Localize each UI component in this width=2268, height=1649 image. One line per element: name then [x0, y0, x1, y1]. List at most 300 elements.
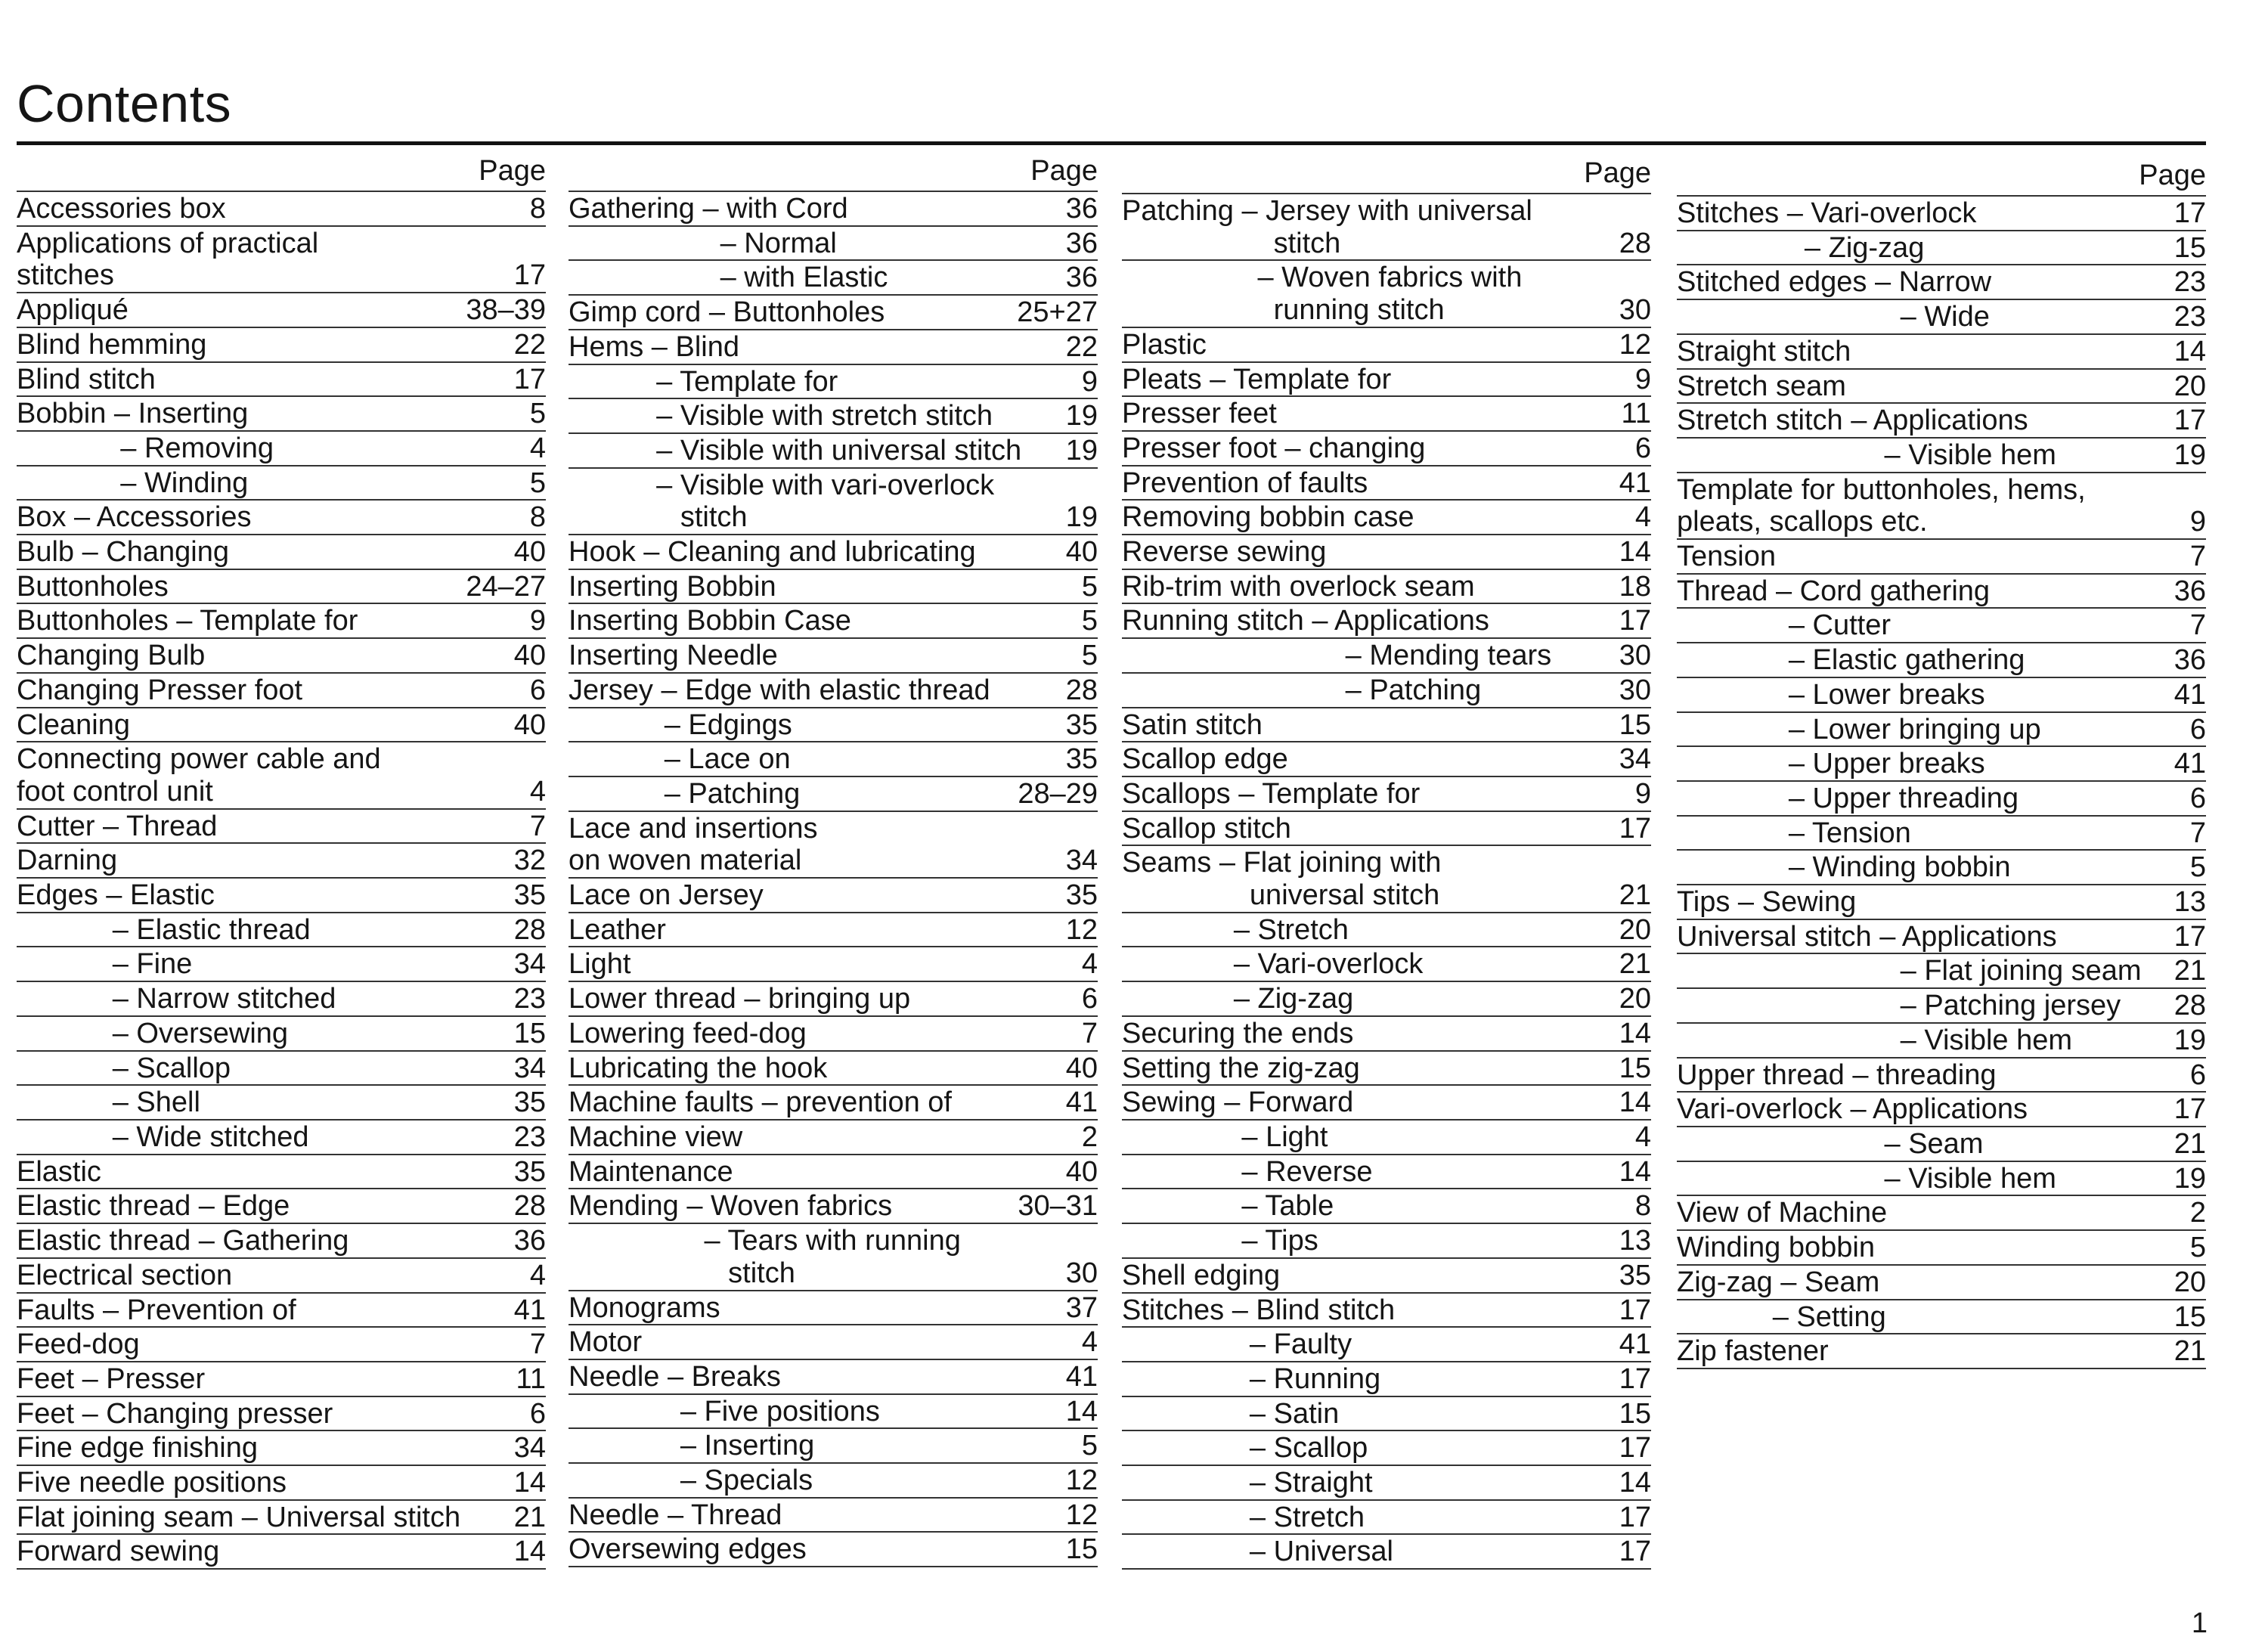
index-entry — [1122, 261, 1651, 327]
entry-page: 36 — [2174, 575, 2206, 607]
index-entry — [1122, 604, 1651, 639]
entry-label: Connecting power cable and foot control unit — [17, 743, 381, 807]
index-entry — [1122, 1328, 1651, 1362]
index-entry — [1677, 713, 2206, 748]
entry-page: 4 — [1081, 948, 1098, 981]
entry-page: 21 — [2174, 1335, 2206, 1368]
index-entry — [17, 227, 546, 293]
index-entry — [1122, 501, 1651, 535]
entry-page: 15 — [513, 1017, 546, 1049]
entry-page: 9 — [1634, 363, 1651, 395]
entry-label: Stretch seam — [1677, 370, 1846, 402]
entry-page: 13 — [2174, 886, 2206, 919]
index-entry — [569, 1121, 1098, 1155]
entry-label: – Tips — [1122, 1225, 1318, 1257]
entry-page: 4 — [1634, 1121, 1651, 1153]
entry-label: Gimp cord – Buttonholes — [569, 296, 885, 329]
index-entry — [17, 466, 546, 501]
index-entry — [1677, 782, 2206, 817]
entry-label: Accessories box — [17, 193, 226, 225]
index-column-1 — [17, 151, 546, 1570]
index-entry — [1122, 1121, 1651, 1155]
entry-page: 4 — [529, 775, 546, 807]
index-entry — [1122, 947, 1651, 982]
entry-page: 36 — [1065, 262, 1098, 294]
index-entry — [1122, 812, 1651, 847]
entry-page: 14 — [1619, 1155, 1651, 1188]
entry-label: Stitches – Vari-overlock — [1677, 197, 1977, 229]
entry-label: Gathering – with Cord — [569, 193, 848, 225]
index-entry — [569, 1086, 1098, 1121]
entry-page: 17 — [1619, 605, 1651, 637]
entry-page: 34 — [1065, 845, 1098, 877]
entry-page: 7 — [529, 810, 546, 842]
index-entry — [17, 1501, 546, 1536]
entry-page: 6 — [1634, 432, 1651, 464]
index-entry — [17, 742, 546, 809]
index-entry — [17, 1328, 546, 1362]
entry-page: 15 — [1619, 1052, 1651, 1084]
index-entry — [569, 399, 1098, 434]
index-entry — [1122, 194, 1651, 261]
index-entry — [1677, 678, 2206, 713]
entry-page: 30 — [1619, 640, 1651, 672]
entry-label: – Visible hem — [1677, 1024, 2073, 1056]
entry-label: – Specials — [569, 1465, 813, 1497]
index-entry — [17, 1466, 546, 1501]
index-entry — [569, 879, 1098, 913]
index-entry — [1677, 989, 2206, 1024]
index-entry — [17, 192, 546, 227]
entry-label: Fine edge finishing — [17, 1432, 258, 1465]
entry-page: 6 — [529, 1397, 546, 1430]
entry-label: Tips – Sewing — [1677, 886, 1857, 919]
index-entry — [569, 674, 1098, 708]
index-entry — [569, 1533, 1098, 1567]
entry-label: Machine view — [569, 1121, 743, 1153]
entry-label: Stitched edges – Narrow — [1677, 266, 1992, 299]
entry-page: 17 — [1619, 1432, 1651, 1465]
entry-page: 19 — [1065, 400, 1098, 432]
index-entry — [1677, 1162, 2206, 1197]
index-entry — [1122, 1052, 1651, 1086]
entry-label: Zip fastener — [1677, 1335, 1829, 1368]
index-entry — [1122, 982, 1651, 1017]
index-entry — [1677, 747, 2206, 782]
entry-page: 17 — [2174, 197, 2206, 229]
entry-label: Darning — [17, 845, 118, 877]
entry-page: 11 — [1621, 398, 1651, 430]
index-column-4 — [1677, 156, 2206, 1369]
entry-page: 21 — [513, 1501, 546, 1533]
entry-label: Lubricating the hook — [569, 1052, 828, 1084]
entry-label: Securing the ends — [1122, 1017, 1354, 1049]
index-entry — [1122, 1189, 1651, 1224]
entry-page: 40 — [513, 640, 546, 672]
entry-page: 36 — [513, 1225, 546, 1257]
entry-label: Straight stitch — [1677, 335, 1851, 367]
entry-page: 11 — [516, 1362, 546, 1395]
index-entry — [569, 708, 1098, 743]
entry-label: Elastic thread – Edge — [17, 1190, 290, 1223]
index-entry — [569, 1395, 1098, 1430]
entry-page: 28 — [513, 1190, 546, 1223]
index-entry — [569, 812, 1098, 879]
index-entry — [1122, 1397, 1651, 1432]
entry-page: 34 — [1619, 743, 1651, 776]
entry-page: 23 — [2174, 301, 2206, 333]
entry-page: 5 — [529, 398, 546, 430]
entry-page: 36 — [1065, 193, 1098, 225]
entry-label: Jersey – Edge with elastic thread — [569, 674, 990, 706]
index-entry — [569, 1360, 1098, 1395]
entry-page: 19 — [2174, 1162, 2206, 1195]
entry-page: 6 — [529, 674, 546, 706]
entry-label: – Satin — [1122, 1397, 1340, 1430]
entry-page: 17 — [1619, 1362, 1651, 1395]
entry-page: 23 — [513, 983, 546, 1015]
index-entry — [569, 1429, 1098, 1464]
index-entry — [1677, 370, 2206, 405]
entry-page: 34 — [513, 948, 546, 981]
entry-page: 22 — [1065, 330, 1098, 363]
entry-page: 17 — [2174, 920, 2206, 953]
entry-page: 17 — [513, 259, 546, 292]
entry-page: 7 — [2189, 609, 2206, 642]
entry-page: 14 — [1619, 1086, 1651, 1119]
entry-page: 35 — [1065, 708, 1098, 741]
entry-label: Presser feet — [1122, 398, 1277, 430]
index-entry — [1677, 609, 2206, 643]
entry-page: 18 — [1619, 570, 1651, 603]
index-entry — [1677, 404, 2206, 439]
entry-page: 30 — [1619, 294, 1651, 327]
index-entry — [569, 469, 1098, 535]
index-entry — [1122, 328, 1651, 363]
entry-label: – Mending tears — [1122, 640, 1552, 672]
entry-label: – Table — [1122, 1190, 1334, 1223]
entry-page: 41 — [1065, 1086, 1098, 1119]
entry-label: – Upper breaks — [1677, 748, 1985, 780]
entry-label: Tension — [1677, 541, 1776, 573]
index-entry — [1677, 954, 2206, 989]
index-entry — [1677, 265, 2206, 300]
entry-page: 40 — [513, 708, 546, 741]
index-entry — [1122, 846, 1651, 913]
index-entry — [17, 1189, 546, 1224]
entry-page: 12 — [1065, 913, 1098, 946]
index-entry — [569, 1291, 1098, 1326]
entry-label: Blind stitch — [17, 363, 156, 395]
entry-label: – Visible with stretch stitch — [569, 400, 993, 432]
index-entry — [1122, 570, 1651, 605]
index-entry — [569, 1052, 1098, 1086]
index-entry — [569, 1189, 1098, 1224]
index-entry — [1122, 639, 1651, 674]
entry-page: 4 — [529, 432, 546, 464]
index-entry — [17, 328, 546, 363]
entry-label: – Visible with universal stitch — [569, 434, 1022, 466]
entry-label: – Scallop — [1122, 1432, 1368, 1465]
entry-page: 41 — [1619, 466, 1651, 499]
entry-page: 23 — [513, 1121, 546, 1153]
index-entry — [569, 742, 1098, 777]
entry-label: Setting the zig-zag — [1122, 1052, 1360, 1084]
index-entry — [1677, 643, 2206, 678]
entry-label: Plastic — [1122, 328, 1207, 361]
entry-label: Flat joining seam – Universal stitch — [17, 1501, 461, 1533]
index-entry — [1677, 335, 2206, 370]
entry-page: 35 — [513, 879, 546, 912]
index-entry — [569, 1224, 1098, 1291]
entry-label: Inserting Bobbin — [569, 570, 776, 603]
entry-page: 40 — [513, 536, 546, 569]
index-entry — [1677, 197, 2206, 231]
entry-label: Scallops – Template for — [1122, 777, 1421, 810]
entry-label: Appliqué — [17, 294, 129, 327]
entry-page: 36 — [2174, 644, 2206, 677]
entry-page: 40 — [1065, 1155, 1098, 1188]
entry-label: Template for buttonholes, hems, pleats, scallops etc. — [1677, 473, 2086, 538]
entry-label: – Stretch — [1122, 1501, 1365, 1533]
entry-label: Satin stitch — [1122, 708, 1263, 741]
entry-label: Patching – Jersey with universal stitch — [1122, 195, 1532, 259]
index-entry — [1677, 1093, 2206, 1127]
index-entry — [17, 1086, 546, 1121]
index-entry — [17, 293, 546, 328]
index-entry — [17, 879, 546, 913]
entry-page: 17 — [2174, 1093, 2206, 1126]
entry-label: – Patching jersey — [1677, 990, 2121, 1022]
index-entry — [1677, 1300, 2206, 1335]
entry-page: 19 — [2174, 1024, 2206, 1056]
index-entry — [17, 604, 546, 639]
entry-label: Presser foot – changing — [1122, 432, 1426, 464]
entry-page: 35 — [513, 1155, 546, 1188]
entry-label: Bulb – Changing — [17, 536, 229, 569]
entry-label: – Light — [1122, 1121, 1328, 1153]
index-entry — [1122, 363, 1651, 398]
index-entry — [569, 947, 1098, 982]
index-entry — [1122, 777, 1651, 812]
entry-label: Stretch stitch – Applications — [1677, 405, 2028, 437]
entry-label: – Shell — [17, 1086, 200, 1119]
entry-label: – Setting — [1677, 1300, 1886, 1333]
entry-page: 24–27 — [466, 570, 546, 603]
index-entry — [569, 913, 1098, 948]
entry-label: Cutter – Thread — [17, 810, 218, 842]
entry-label: Needle – Breaks — [569, 1360, 781, 1393]
entry-page: 41 — [2174, 748, 2206, 780]
page-column-header: Page — [1677, 156, 2206, 197]
entry-label: – Woven fabrics with running stitch — [1257, 262, 1523, 327]
entry-page: 14 — [1619, 536, 1651, 569]
entry-label: Stitches – Blind stitch — [1122, 1294, 1396, 1326]
entry-page: 20 — [1619, 983, 1651, 1015]
entry-label: – Wide — [1677, 301, 1990, 333]
entry-label: Buttonholes — [17, 570, 169, 603]
index-entry — [17, 810, 546, 845]
entry-label: Box – Accessories — [17, 501, 252, 534]
entry-label: Shell edging — [1122, 1259, 1281, 1291]
index-entry — [569, 777, 1098, 812]
entry-page: 22 — [513, 328, 546, 361]
entry-page: 14 — [1065, 1395, 1098, 1427]
entry-page: 28 — [1065, 674, 1098, 706]
entry-label: Five needle positions — [17, 1467, 287, 1499]
entry-page: 7 — [2189, 541, 2206, 573]
entry-label: Mending – Woven fabrics — [569, 1190, 893, 1223]
index-entry — [17, 844, 546, 879]
index-entry — [1677, 300, 2206, 335]
entry-label: – Zig-zag — [1122, 983, 1354, 1015]
index-entry — [1677, 885, 2206, 920]
index-entry — [569, 365, 1098, 400]
entry-label: Thread – Cord gathering — [1677, 575, 1991, 607]
entry-label: – Stretch — [1122, 913, 1349, 946]
entry-page: 14 — [513, 1536, 546, 1568]
entry-page: 36 — [1065, 227, 1098, 259]
entry-label: Electrical section — [17, 1259, 233, 1291]
entry-label: – Zig-zag — [1677, 231, 1925, 264]
entry-label: – Wide stitched — [17, 1121, 309, 1153]
entry-label: – Edgings — [569, 708, 792, 741]
index-entry — [17, 708, 546, 743]
entry-label: – Visible hem — [1677, 439, 2056, 471]
entry-page: 34 — [513, 1052, 546, 1084]
entry-page: 6 — [1081, 983, 1098, 1015]
index-entry — [1122, 1224, 1651, 1259]
entry-page: 8 — [529, 501, 546, 534]
index-entry — [1677, 439, 2206, 473]
entry-label: Lower thread – bringing up — [569, 983, 911, 1015]
entry-label: – Patching — [569, 777, 801, 810]
page-column-header: Page — [17, 151, 546, 192]
entry-page: 35 — [1065, 879, 1098, 912]
entry-page: 2 — [1081, 1121, 1098, 1153]
entry-label: – Cutter — [1677, 609, 1891, 642]
entry-label: Hems – Blind — [569, 330, 739, 363]
entry-page: 30 — [1065, 1257, 1098, 1289]
entry-page: 38–39 — [466, 294, 546, 327]
entry-label: Rib-trim with overlock seam — [1122, 570, 1475, 603]
entry-page: 32 — [513, 845, 546, 877]
entry-label: – Tension — [1677, 817, 1911, 849]
entry-page: 2 — [2189, 1197, 2206, 1229]
entry-page: 7 — [529, 1328, 546, 1361]
entry-label: Forward sewing — [17, 1536, 220, 1568]
entry-label: Elastic — [17, 1155, 101, 1188]
index-entry — [1122, 1259, 1651, 1294]
index-entry — [1122, 913, 1651, 948]
entry-label: Zig-zag – Seam — [1677, 1266, 1880, 1298]
entry-page: 28 — [2174, 990, 2206, 1022]
entry-page: 5 — [529, 466, 546, 499]
entry-page: 4 — [529, 1259, 546, 1291]
entry-label: – Patching — [1122, 674, 1482, 706]
entry-label: Seams – Flat joining with universal stitch — [1122, 847, 1442, 912]
index-entry — [1122, 1362, 1651, 1397]
entry-label: Upper thread – threading — [1677, 1059, 1997, 1091]
entry-page: 14 — [1619, 1017, 1651, 1049]
index-entry — [17, 1017, 546, 1052]
index-entry — [569, 227, 1098, 262]
index-entry — [1122, 1535, 1651, 1570]
entry-page: 21 — [1619, 948, 1651, 981]
entry-label: – Elastic gathering — [1677, 644, 2025, 677]
index-entry — [569, 604, 1098, 639]
entry-page: 28 — [513, 913, 546, 946]
entry-label: Running stitch – Applications — [1122, 605, 1489, 637]
entry-label: – Upper threading — [1677, 782, 2019, 814]
entry-page: 35 — [513, 1086, 546, 1119]
entry-page: 28 — [1619, 227, 1651, 259]
entry-page: 8 — [529, 193, 546, 225]
entry-page: 9 — [1081, 365, 1098, 398]
entry-label: Edges – Elastic — [17, 879, 215, 912]
index-entry — [17, 1362, 546, 1397]
index-entry — [1677, 920, 2206, 955]
index-entry — [1122, 466, 1651, 501]
entry-page: 19 — [1065, 501, 1098, 534]
index-entry — [17, 1052, 546, 1086]
entry-label: – Scallop — [17, 1052, 231, 1084]
entry-page: 15 — [2174, 231, 2206, 264]
index-entry — [17, 947, 546, 982]
entry-page: 40 — [1065, 536, 1098, 569]
index-entry — [1677, 575, 2206, 609]
entry-label: Elastic thread – Gathering — [17, 1225, 349, 1257]
entry-label: Feed-dog — [17, 1328, 140, 1361]
entry-label: Faults – Prevention of — [17, 1294, 296, 1326]
index-entry — [17, 1224, 546, 1259]
entry-label: Needle – Thread — [569, 1499, 782, 1531]
entry-page: 12 — [1619, 328, 1651, 361]
index-column-3 — [1122, 153, 1651, 1570]
index-entry — [569, 434, 1098, 469]
index-entry — [17, 535, 546, 570]
entry-label: Monograms — [569, 1291, 720, 1324]
entry-label: – Straight — [1122, 1467, 1373, 1499]
entry-page: 28–29 — [1018, 777, 1098, 810]
index-entry — [569, 261, 1098, 296]
index-entry — [1677, 851, 2206, 885]
index-entry — [569, 192, 1098, 227]
page-title: Contents — [17, 74, 232, 133]
entry-page: 15 — [2174, 1300, 2206, 1333]
entry-label: – Narrow stitched — [17, 983, 336, 1015]
index-entry — [17, 397, 546, 432]
index-entry — [1677, 1231, 2206, 1266]
index-entry — [17, 674, 546, 708]
entry-page: 30–31 — [1018, 1190, 1098, 1223]
entry-label: – Normal — [569, 227, 837, 259]
entry-label: Cleaning — [17, 708, 130, 741]
entry-label: – Visible hem — [1677, 1162, 2056, 1195]
entry-page: 34 — [513, 1432, 546, 1465]
entry-page: 14 — [2174, 335, 2206, 367]
index-entry — [1122, 708, 1651, 743]
index-entry — [1122, 1294, 1651, 1328]
entry-label: – Elastic thread — [17, 913, 311, 946]
entry-label: Scallop edge — [1122, 743, 1288, 776]
entry-label: Maintenance — [569, 1155, 733, 1188]
entry-label: Leather — [569, 913, 666, 946]
entry-page: 12 — [1065, 1499, 1098, 1531]
index-entry — [17, 1121, 546, 1155]
entry-page: 9 — [529, 605, 546, 637]
entry-label: View of Machine — [1677, 1197, 1888, 1229]
